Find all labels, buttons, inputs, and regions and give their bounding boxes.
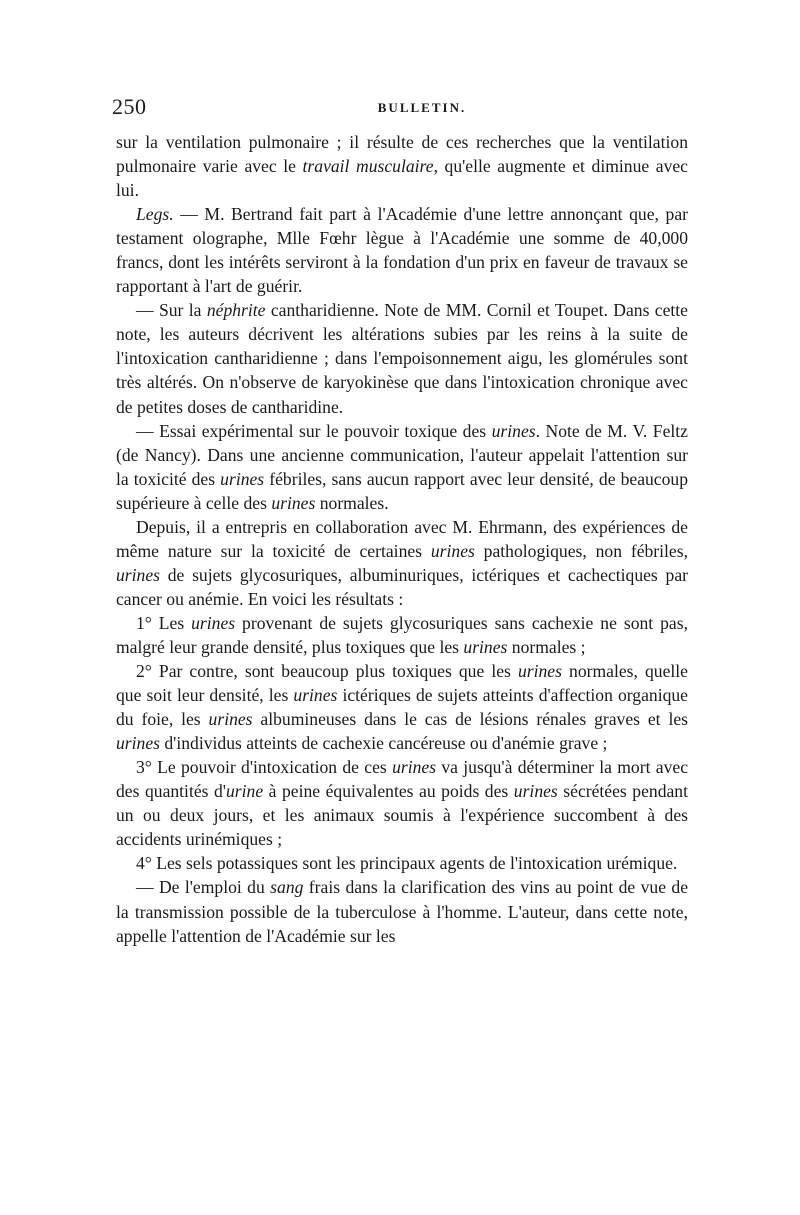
- italic-text: urines: [491, 420, 536, 441]
- paragraph: [116, 202, 688, 298]
- text-run: — Sur la: [136, 300, 207, 321]
- document-page: [112, 92, 689, 948]
- italic-text: urines: [191, 612, 236, 633]
- text-run: normales.: [315, 492, 389, 513]
- paragraph: [116, 419, 688, 515]
- text-run: sécrétées pendant un ou deux jours, et les animaux soumis à l'expérience succombent à des accidents urinémiques ;: [116, 781, 688, 850]
- italic-text: urines: [271, 492, 316, 513]
- italic-text: urines: [430, 540, 475, 561]
- text-run: provenant de sujets glycosuriques sans cachexie ne sont pas, malgré leur grande densité, plus toxiques que les: [116, 612, 688, 657]
- italic-text: travail musculaire: [302, 156, 434, 177]
- body-text: [116, 130, 688, 948]
- text-run: — M. Bertrand fait part à l'Académie d'une lettre annonçant que, par testament olographe, Mlle Fœhr lègue à l'Académie une somme de 40,000 francs, dont les intérêts serviront à la fondation d'un prix en faveur de travaux se rapportant à l'art de guérir.: [116, 204, 688, 297]
- text-run: de sujets glycosuriques, albuminuriques, ictériques et cachectiques par cancer ou anémie. En voici les résultats :: [116, 564, 688, 609]
- text-run: Depuis, il a entrepris en collaboration avec M. Ehrmann, des expériences de même nature sur la toxicité de certaines: [116, 516, 688, 561]
- italic-text: urines: [513, 781, 558, 802]
- text-run: . Note de M. V. Feltz (de Nancy). Dans une ancienne communication, l'auteur appelait l'attention sur la toxicité des: [116, 420, 688, 489]
- text-run: d'individus atteints de cachexie cancéreuse ou d'anémie grave ;: [159, 733, 608, 754]
- paragraph: [116, 851, 688, 875]
- text-run: normales, quelle que soit leur densité, les: [116, 661, 688, 706]
- text-run: va jusqu'à déterminer la mort avec des quantités d': [116, 757, 688, 802]
- paragraph: [116, 298, 688, 418]
- italic-text: urine: [225, 781, 264, 802]
- text-run: sur la ventilation pulmonaire ; il résulte de ces recherches que la ventilation pulmonaire varie avec le: [116, 132, 688, 177]
- text-run: 3° Le pouvoir d'intoxication de ces: [136, 757, 393, 778]
- paragraph: [116, 659, 688, 755]
- text-run: 1° Les: [136, 612, 192, 633]
- paragraph: [116, 130, 688, 202]
- page-header: [112, 92, 688, 122]
- italic-text: urines: [463, 636, 508, 657]
- paragraph: [116, 515, 688, 611]
- italic-text: néphrite: [206, 300, 266, 321]
- italic-text: Legs.: [136, 204, 174, 225]
- text-run: ictériques de sujets atteints d'affection organique du foie, les: [116, 685, 688, 730]
- text-run: fébriles, sans aucun rapport avec leur densité, de beaucoup supérieure à celle des: [116, 468, 689, 513]
- italic-text: urines: [293, 685, 338, 706]
- text-run: , qu'elle augmente et diminue avec lui.: [116, 156, 688, 201]
- paragraph: [116, 611, 688, 659]
- text-run: 2° Par contre, sont beaucoup plus toxiques que les: [136, 661, 518, 682]
- italic-text: urines: [116, 733, 160, 754]
- text-run: albumineuses dans le cas de lésions rénales graves et les: [252, 709, 688, 730]
- text-run: pathologiques, non fébriles,: [474, 540, 688, 561]
- paragraph: [116, 755, 688, 851]
- text-run: 4° Les sels potassiques sont les principaux agents de l'intoxication urémique.: [136, 853, 678, 874]
- italic-text: sang: [270, 877, 304, 898]
- running-title: BULLETIN.: [377, 100, 467, 115]
- text-run: — Essai expérimental sur le pouvoir toxique des: [136, 420, 492, 441]
- italic-text: urines: [220, 468, 265, 489]
- text-run: normales ;: [507, 636, 586, 657]
- text-run: frais dans la clarification des vins au point de vue de la transmission possible de la tuberculose à l'homme. L'auteur, dans cette note, appelle l'attention de l'Académie sur les: [116, 877, 689, 946]
- text-run: — De l'emploi du: [136, 877, 271, 898]
- text-run: cantharidienne. Note de MM. Cornil et Toupet. Dans cette note, les auteurs décrivent les altérations subies par les reins à la suite de l'intoxication cantharidienne ; dans l'empoisonnement aigu, les glomérules sont très altérés. On n'observe de karyokinèse que dans l'intoxication chronique avec de petites doses de cantharidine.: [116, 300, 688, 417]
- page-number: 250: [112, 94, 147, 119]
- paragraph: [116, 875, 688, 947]
- italic-text: urines: [208, 709, 253, 730]
- italic-text: urines: [392, 757, 437, 778]
- italic-text: urines: [116, 564, 160, 585]
- italic-text: urines: [517, 661, 562, 682]
- text-run: à peine équivalentes au poids des: [263, 781, 514, 802]
